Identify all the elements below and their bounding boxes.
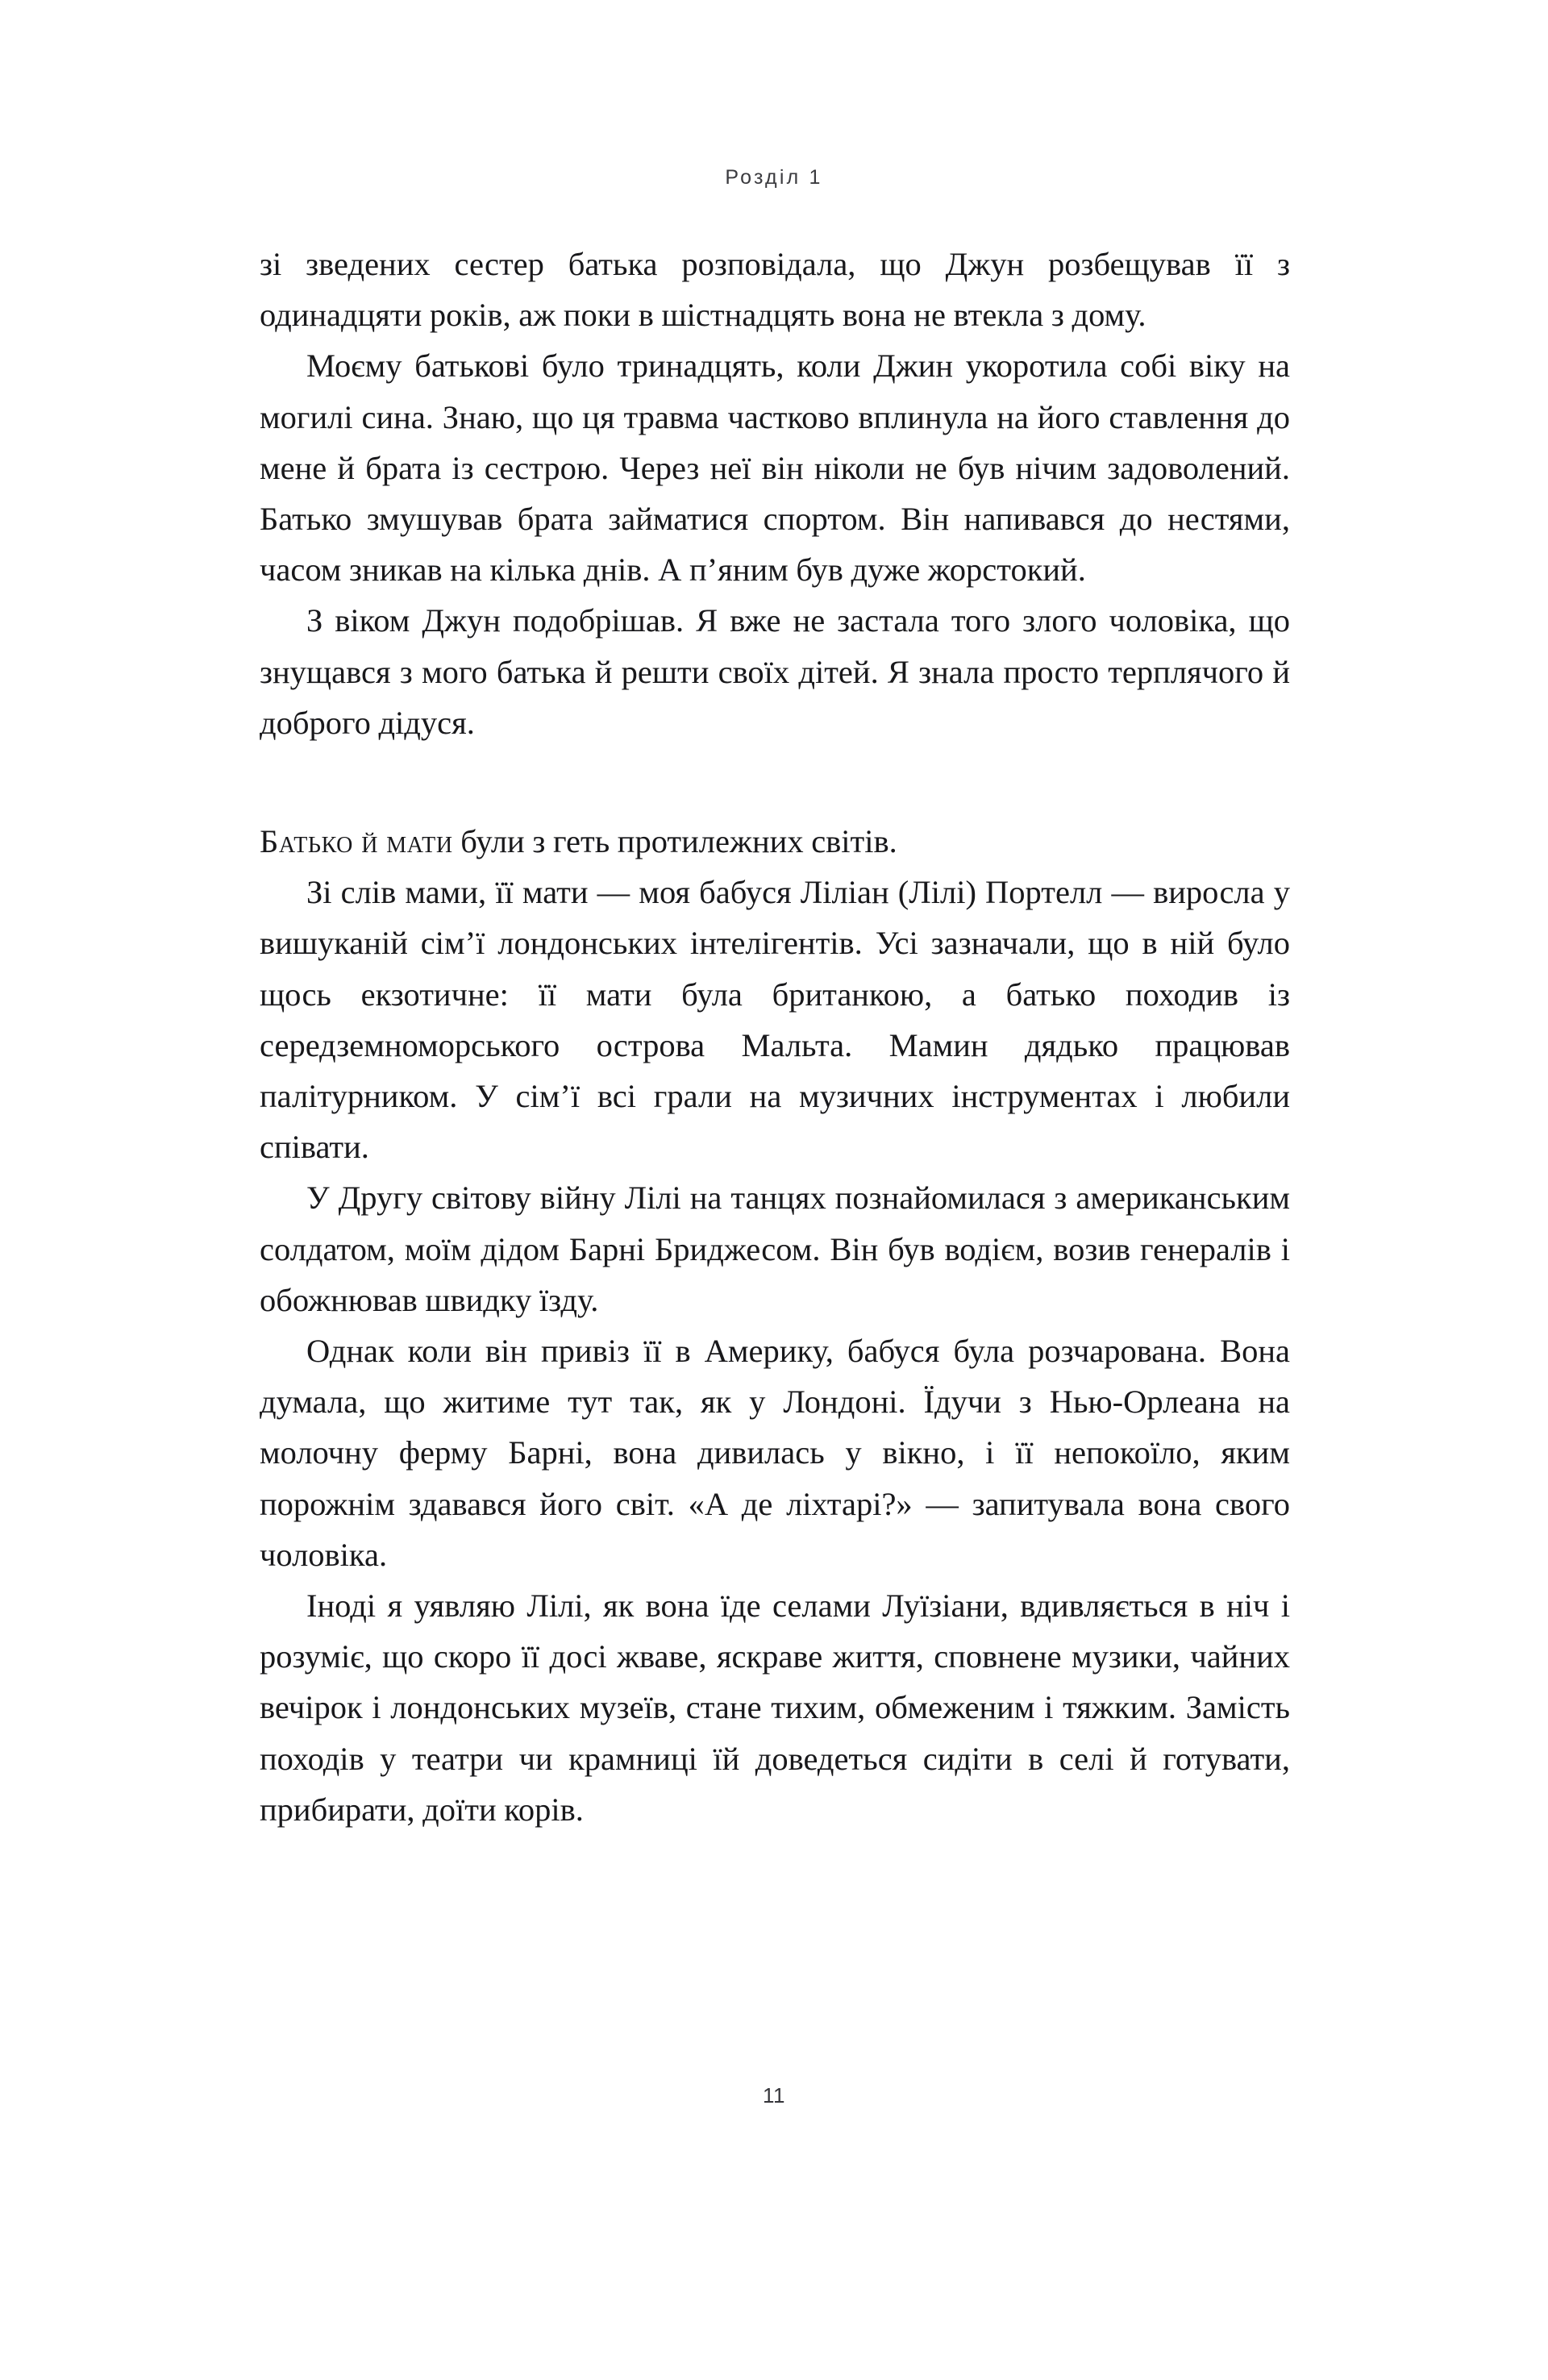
paragraph: Зі слів мами, її мати — моя бабуся Ліліан (Лілі) Портелл — виросла у вишуканій сім’ї лондонських інтелігентів. Усі зазначали, що в ній було щось екзотичне: її мати була британкою, а батько походив із середземноморського острова Мальта. Мамин дядько працював палітурником. У сім’ї всі грали на музичних інструментах і любили співати.	[260, 874, 1290, 1166]
paragraph: З віком Джун подобрішав. Я вже не застала того злого чоловіка, що знущався з мого батька й решти своїх дітей. Я знала просто терплячого й доброго дідуся.	[260, 602, 1290, 741]
paragraph: Однак коли він привіз її в Америку, бабуся була розчарована. Вона думала, що житиме тут так, як у Лондоні. Їдучи з Нью-Орлеана на молочну ферму Барні, вона дивилась у вікно, і її непокоїло, яким порожнім здавався його світ. «А де ліхтарі?» — запитувала вона свого чоловіка.	[260, 1333, 1290, 1573]
paragraph: Моєму батькові було тринадцять, коли Джин укоротила собі віку на могилі сина. Знаю, що ця травма частково вплинула на його ставлення до мене й брата із сестрою. Через неї він ніколи не був нічим задоволений. Батько змушував брата займатися спортом. Він напивався до нестями, часом зникав на кілька днів. А п’яним був дуже жорстокий.	[260, 347, 1290, 589]
section-opening-smallcaps: Батько й мати	[260, 823, 453, 860]
paragraph: Іноді я уявляю Лілі, як вона їде селами Луїзіани, вдивляється в ніч і розуміє, що скоро її досі жваве, яскраве життя, сповнене музики, чайних вечірок і лондонських музеїв, стане тихим, обмеженим і тяжким. Замість походів у театри чи крамниці їй доведеться сидіти в селі й готувати, прибирати, доїти корів.	[260, 1587, 1290, 1828]
paragraph: У Другу світову війну Лілі на танцях познайомилася з американським солдатом, моїм дідом Барні Бриджесом. Він був водієм, возив генералів і обожнював швидку їзду.	[260, 1180, 1290, 1318]
body-text-block	[260, 239, 1290, 1835]
page-number: 11	[763, 2083, 785, 2107]
section-break	[260, 748, 1290, 816]
paragraph: зі зведених сестер батька розповідала, що Джун розбещував її з одинадцяти років, аж поки в шістнадцять вона не втекла з дому.	[260, 246, 1290, 334]
paragraph-text: були з геть протилежних світів.	[452, 823, 897, 860]
paragraph	[260, 816, 1290, 867]
running-header: Розділ 1	[725, 166, 823, 189]
